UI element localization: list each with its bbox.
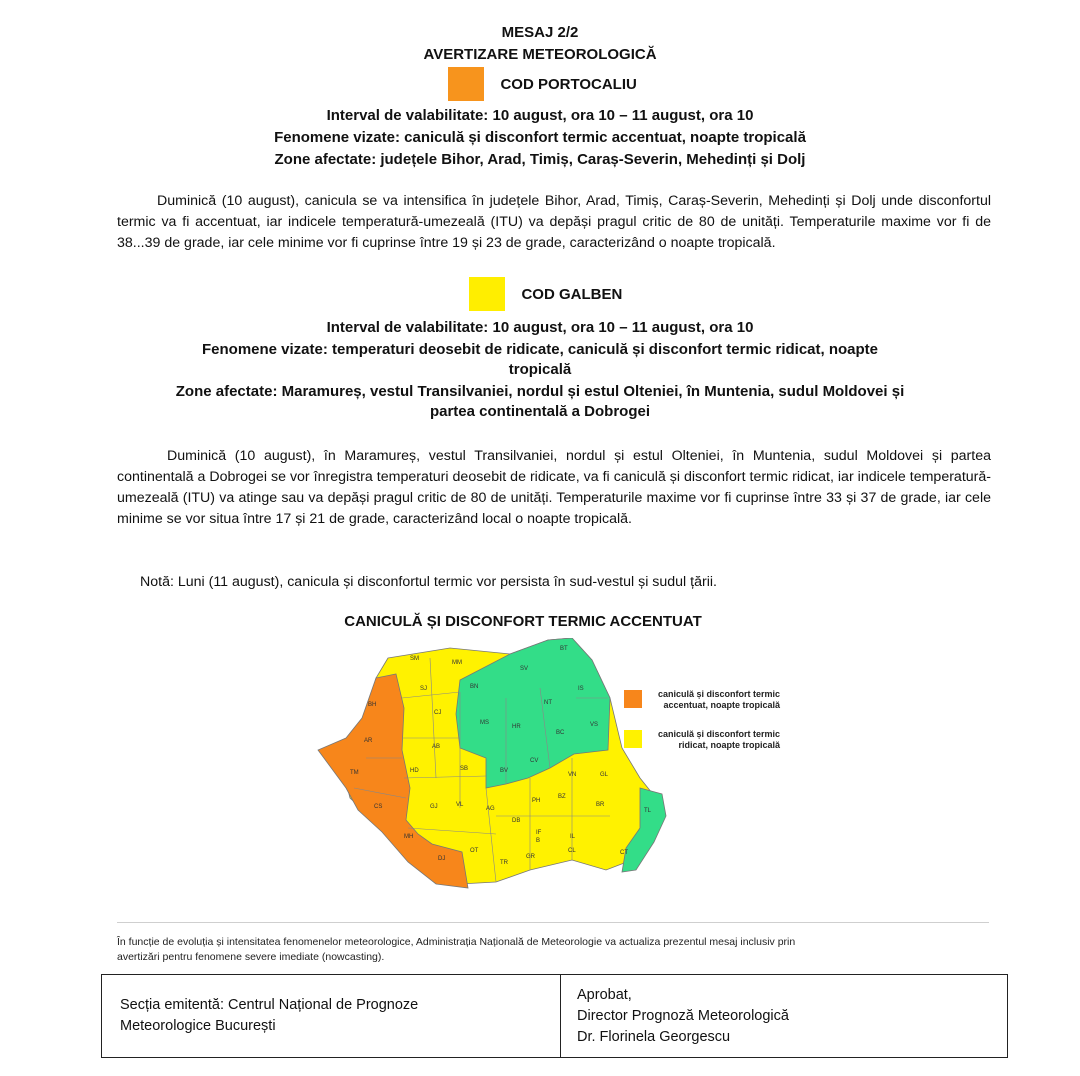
orange-phenomena: Fenomene vizate: caniculă și disconfort termic accentuat, noapte tropicală (274, 129, 806, 146)
orange-paragraph: Duminică (10 august), canicula se va intensifica în județele Bihor, Arad, Timiș, Caraș-Severin, Mehedinți și Dolj unde disconfortul termic va fi accentuat, iar indicele temperatură-umezeală (ITU) va depăși pragul critic de 80 de unități. Temperaturile maxime vor fi de 38...39 de grade, iar cele minime vor fi cuprinse între 19 și 23 de grade, caracterizând o noapte tropicală. (117, 193, 991, 251)
svg-text:HR: HR (512, 724, 521, 730)
document-title: AVERTIZARE METEOROLOGICĂ (423, 46, 657, 63)
svg-text:AG: AG (486, 806, 495, 812)
yellow-code-swatch (469, 277, 505, 311)
svg-text:TR: TR (500, 860, 508, 866)
svg-text:BC: BC (556, 730, 565, 736)
yellow-code-header (469, 277, 622, 311)
svg-text:BH: BH (368, 702, 377, 708)
svg-text:DB: DB (512, 818, 521, 824)
legend-yellow-text (620, 729, 780, 751)
svg-text:GR: GR (526, 854, 535, 860)
map-legend (620, 688, 840, 768)
map-title: CANICULĂ ȘI DISCONFORT TERMIC ACCENTUAT (344, 613, 702, 630)
legend-orange-text (620, 689, 780, 711)
svg-text:B: B (536, 838, 541, 844)
yellow-zones-line1: Zone afectate: Maramureș, vestul Transilvaniei, nordul și estul Olteniei, în Muntenia, sudul Moldovei și (175, 383, 905, 400)
issuer-cell (102, 975, 561, 1058)
yellow-interval: Interval de valabilitate: 10 august, ora 10 – 11 august, ora 10 (326, 319, 754, 336)
yellow-phenomena-line2: tropicală (508, 361, 572, 378)
orange-code-swatch (448, 67, 484, 101)
approval-cell (561, 975, 1008, 1058)
svg-text:CV: CV (530, 758, 539, 764)
svg-text:TL: TL (644, 808, 652, 814)
svg-text:GJ: GJ (430, 804, 438, 810)
svg-text:SJ: SJ (420, 686, 428, 692)
svg-text:SB: SB (460, 766, 469, 772)
svg-text:GL: GL (600, 772, 609, 778)
legend-orange-line2: accentuat, noapte tropicală (663, 700, 780, 710)
approved-line3: Dr. Florinela Georgescu (577, 1029, 731, 1045)
issuer-line1: Secția emitentă: Centrul Național de Prognoze (120, 997, 419, 1013)
svg-text:BV: BV (500, 768, 509, 774)
footer-divider (117, 922, 989, 923)
svg-text:VN: VN (568, 772, 577, 778)
issuer-line2: Meteorologice București (120, 1018, 276, 1034)
footer-disclaimer (117, 935, 997, 965)
svg-text:CL: CL (568, 848, 576, 854)
disclaimer-line1: În funcție de evoluția și intensitatea fenomenelor meteorologice, Administrația Națională de Meteorologie va actualiza prezentul mesaj inclusiv prin (117, 936, 796, 948)
svg-text:OT: OT (470, 848, 479, 854)
signature-table (101, 974, 1008, 1058)
svg-text:SM: SM (410, 656, 419, 662)
svg-text:IL: IL (570, 834, 576, 840)
svg-text:MS: MS (480, 720, 489, 726)
svg-text:AR: AR (364, 738, 373, 744)
svg-text:PH: PH (532, 798, 541, 804)
svg-text:CJ: CJ (434, 710, 442, 716)
svg-text:NT: NT (544, 700, 552, 706)
approved-line2: Director Prognoză Meteorologică (577, 1008, 789, 1024)
legend-yellow-swatch (624, 730, 642, 748)
yellow-zones-line2: partea continentală a Dobrogei (429, 403, 651, 420)
svg-text:BT: BT (560, 646, 568, 652)
svg-text:VS: VS (590, 722, 599, 728)
message-number: MESAJ 2/2 (501, 24, 579, 41)
svg-text:IF: IF (536, 830, 542, 836)
disclaimer-line2: avertizări pentru fenomene severe imediate (nowcasting). (117, 951, 385, 963)
svg-text:BR: BR (596, 802, 605, 808)
svg-text:AB: AB (432, 744, 441, 750)
yellow-paragraph: Duminică (10 august), în Maramureș, vestul Transilvaniei, nordul și estul Olteniei, în Muntenia, sudul Moldovei și partea continentală a Dobrogei se vor înregistra temperaturi deosebit de ridicate, va fi caniculă și disconfort termic ridicat, iar indicele temperatură-umezeală (ITU) va atinge sau va depăși pragul critic de 80 de unități. Temperaturile maxime vor fi cuprinse între 33 și 37 de grade, iar cele minime se vor situa între 17 și 21 de grade, caracterizând local o noapte tropicală. (117, 448, 991, 527)
legend-yellow-line2: ridicat, noapte tropicală (678, 740, 780, 750)
svg-text:VL: VL (456, 802, 464, 808)
svg-text:SV: SV (520, 666, 529, 672)
romania-warning-map (310, 638, 670, 890)
yellow-code-label: COD GALBEN (521, 285, 623, 303)
svg-text:HD: HD (410, 768, 419, 774)
svg-text:MM: MM (452, 660, 462, 666)
orange-code-header (448, 67, 637, 101)
svg-text:CS: CS (374, 804, 383, 810)
legend-orange-swatch (624, 690, 642, 708)
svg-text:IS: IS (578, 686, 584, 692)
svg-text:MH: MH (404, 834, 414, 840)
approved-line1: Aprobat, (577, 987, 632, 1003)
orange-code-label: COD PORTOCALIU (500, 75, 637, 93)
svg-text:BN: BN (470, 684, 479, 690)
legend-orange-line1: caniculă și disconfort termic (657, 689, 780, 699)
orange-interval: Interval de valabilitate: 10 august, ora 10 – 11 august, ora 10 (326, 107, 754, 124)
svg-text:BZ: BZ (558, 794, 566, 800)
svg-text:CT: CT (620, 850, 628, 856)
svg-text:DJ: DJ (438, 856, 446, 862)
orange-zones: Zone afectate: județele Bihor, Arad, Timiș, Caraș-Severin, Mehedinți și Dolj (274, 151, 806, 168)
legend-yellow-line1: caniculă și disconfort termic (657, 729, 780, 739)
note: Notă: Luni (11 august), canicula și disconfortul termic vor persista în sud-vestul și sudul țării. (140, 574, 717, 590)
yellow-phenomena-line1: Fenomene vizate: temperaturi deosebit de ridicate, caniculă și disconfort termic ridicat, noapte (201, 341, 878, 358)
svg-text:TM: TM (350, 770, 359, 776)
